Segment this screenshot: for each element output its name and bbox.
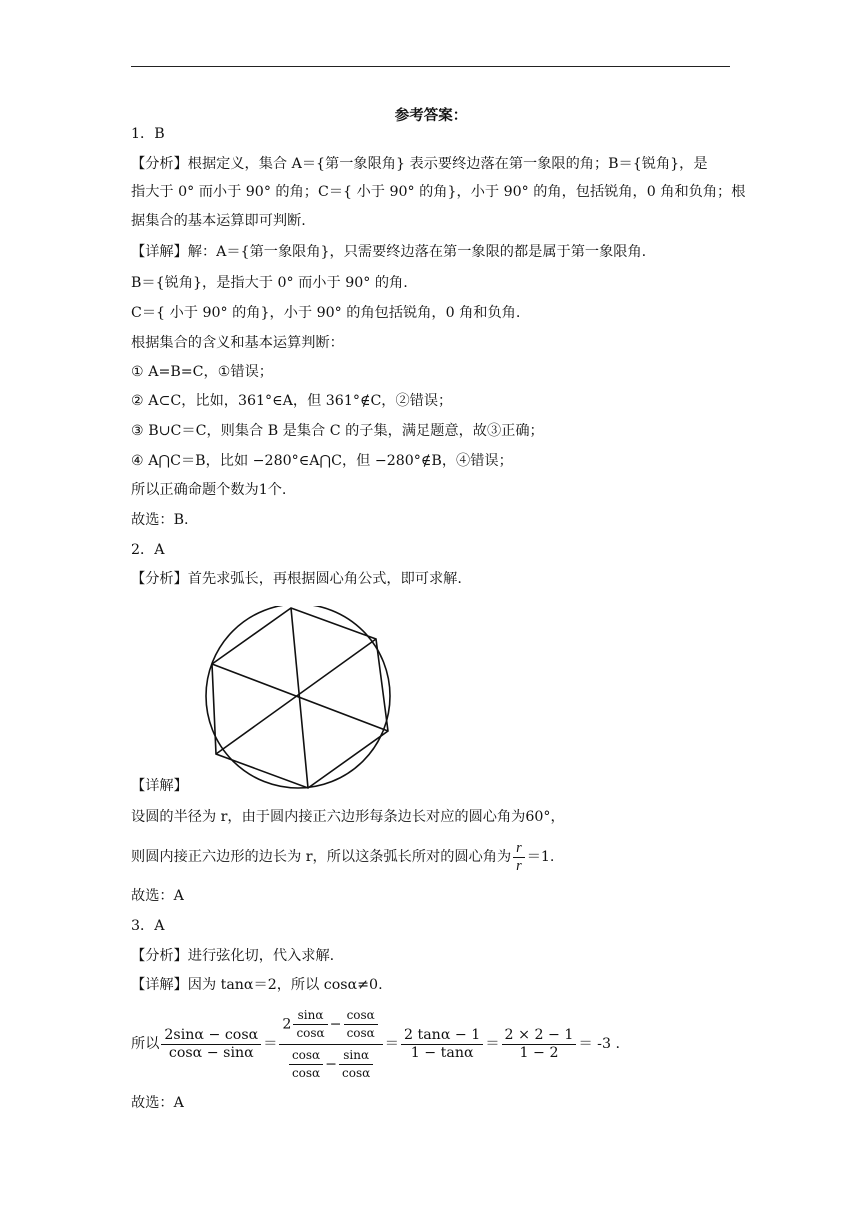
q3-frac-1-num: 2sinα − cosα bbox=[161, 1027, 261, 1045]
q3-frac-2d-num: sinα bbox=[339, 1047, 373, 1065]
q3-frac-3 bbox=[401, 1027, 483, 1062]
inscribed-hexagon-figure bbox=[204, 606, 396, 794]
q3-frac-2a-den: cosα bbox=[296, 1025, 325, 1040]
q1-detail-line-2: B＝{锐角}，是指大于 0° 而小于 90° 的角. bbox=[131, 275, 408, 291]
q3-frac-2-num bbox=[279, 1007, 382, 1045]
q3-minus-2: − bbox=[325, 1056, 338, 1072]
q3-eq-3: ＝ bbox=[485, 1036, 500, 1052]
q1-detail-line-3: C＝{ 小于 90° 的角}，小于 90° 的角包括锐角，0 角和负角. bbox=[131, 305, 521, 321]
q1-count: 所以正确命题个数为1个. bbox=[131, 482, 287, 498]
q3-frac-2b-den: cosα bbox=[346, 1025, 375, 1040]
q3-analysis: 【分析】进行弦化切，代入求解. bbox=[131, 948, 335, 964]
q3-result: ＝ -3 . bbox=[578, 1036, 620, 1052]
q1-item-3: ③ B∪C＝C，则集合 B 是集合 C 的子集，满足题意，故③正确； bbox=[131, 423, 544, 439]
q1-item-2: ② A⊂C，比如，361°∈A，但 361°∉C，②错误； bbox=[131, 393, 453, 409]
q3-minus-1: − bbox=[329, 1016, 342, 1032]
q2-frac-num: r bbox=[513, 840, 525, 858]
q2-detail-result: ＝1. bbox=[526, 849, 555, 865]
q1-detail-line-4: 根据集合的含义和基本运算判断： bbox=[131, 335, 344, 351]
q2-fraction bbox=[513, 840, 525, 875]
q3-frac-2b-num: cosα bbox=[344, 1007, 378, 1025]
q3-frac-2c bbox=[289, 1047, 323, 1082]
q3-frac-2-coef: 2 bbox=[282, 1016, 292, 1032]
q3-frac-3-den: 1 − tanα bbox=[410, 1044, 474, 1061]
q3-frac-2a bbox=[293, 1007, 327, 1042]
q3-frac-2c-num: cosα bbox=[289, 1047, 323, 1065]
q2-detail-line-2 bbox=[131, 837, 554, 877]
q1-analysis-line-1: 【分析】根据定义，集合 A＝{第一象限角} 表示要终边落在第一象限的角；B＝{锐角}，是 bbox=[131, 156, 708, 172]
q1-analysis-line-2: 指大于 0° 而小于 90° 的角；C＝{ 小于 90° 的角}，小于 90° 的角，包括锐角，0 角和负角；根 bbox=[131, 184, 746, 200]
q3-frac-1 bbox=[161, 1027, 261, 1062]
q3-frac-2 bbox=[279, 1007, 382, 1082]
q3-frac-4-num: 2 × 2 − 1 bbox=[502, 1027, 577, 1045]
q3-frac-2a-num: sinα bbox=[293, 1007, 327, 1025]
q3-equation bbox=[131, 1005, 620, 1083]
q3-frac-1-den: cosα − sinα bbox=[168, 1044, 254, 1061]
q3-frac-2-den bbox=[279, 1045, 382, 1082]
q1-answer: 1．B bbox=[131, 126, 165, 142]
q2-analysis: 【分析】首先求弧长，再根据圆心角公式，即可求解. bbox=[131, 571, 462, 587]
q2-detail-label: 【详解】 bbox=[131, 778, 188, 794]
q3-frac-2b bbox=[344, 1007, 378, 1042]
q3-frac-3-num: 2 tanα − 1 bbox=[401, 1027, 483, 1045]
q3-frac-2c-den: cosα bbox=[291, 1065, 321, 1080]
q3-eq-1: ＝ bbox=[263, 1036, 278, 1052]
q3-answer: 3．A bbox=[131, 918, 165, 934]
page-title: 参考答案： bbox=[394, 108, 468, 124]
q2-detail-line-1: 设圆的半径为 r，由于圆内接正六边形每条边长对应的圆心角为60°， bbox=[131, 809, 565, 825]
q1-analysis-line-3: 据集合的基本运算即可判断. bbox=[131, 213, 306, 229]
q3-frac-2d-den: cosα bbox=[342, 1065, 371, 1080]
header-rule bbox=[131, 66, 730, 67]
q2-answer: 2．A bbox=[131, 542, 165, 558]
q1-item-1: ① A=B=C，①错误； bbox=[131, 364, 273, 380]
q2-frac-den: r bbox=[516, 857, 522, 874]
q2-detail-text: 则圆内接正六边形的边长为 r，所以这条弧长所对的圆心角为 bbox=[131, 849, 512, 865]
q1-item-4: ④ A⋂C＝B，比如 −280°∈A⋂C，但 −280°∉B，④错误； bbox=[131, 453, 513, 469]
q3-frac-4 bbox=[502, 1027, 577, 1062]
hexagon-diagonal-3 bbox=[212, 664, 388, 731]
q3-choice: 故选：A bbox=[131, 1095, 184, 1111]
q1-choice: 故选：B. bbox=[131, 512, 189, 528]
q3-frac-4-den: 1 − 2 bbox=[519, 1044, 559, 1061]
q3-detail: 【详解】因为 tanα＝2，所以 cosα≠0. bbox=[131, 977, 383, 993]
q3-so: 所以 bbox=[131, 1036, 160, 1052]
q3-frac-2d bbox=[339, 1047, 373, 1082]
q2-choice: 故选：A bbox=[131, 888, 184, 904]
q1-detail-line-1: 【详解】解：A＝{第一象限角}，只需要终边落在第一象限的都是属于第一象限角. bbox=[131, 244, 647, 260]
q3-eq-2: ＝ bbox=[384, 1036, 399, 1052]
